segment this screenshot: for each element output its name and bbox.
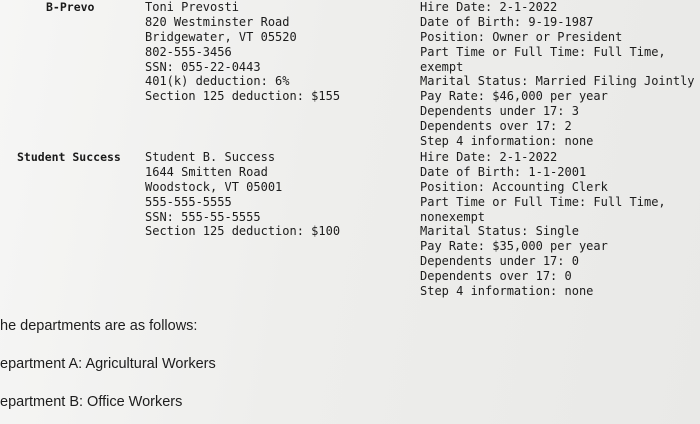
info-line: 555-555-5555 <box>145 194 232 209</box>
info-line: Bridgewater, VT 05520 <box>145 29 297 44</box>
detail-line: Dependents over 17: 2 <box>420 119 572 134</box>
employee-details-prevo <box>420 0 695 149</box>
info-line: Woodstock, VT 05001 <box>145 179 283 194</box>
detail-line: Dependents under 17: 0 <box>420 254 579 269</box>
detail-line: Position: Accounting Clerk <box>420 179 608 194</box>
info-line: Student B. Success <box>145 150 276 164</box>
detail-line: Position: Owner or President <box>420 29 623 44</box>
department-a: epartment A: Agricultural Workers <box>0 356 216 372</box>
detail-line: Hire Date: 2-1-2022 <box>420 150 558 164</box>
detail-line: Pay Rate: $35,000 per year <box>420 239 608 254</box>
info-line: 820 Westminster Road <box>145 14 290 29</box>
detail-line: Date of Birth: 9-19-1987 <box>420 14 594 29</box>
detail-line: Pay Rate: $46,000 per year <box>420 89 608 104</box>
info-line: Section 125 deduction: $155 <box>145 89 341 104</box>
detail-line: nonexempt <box>420 209 486 224</box>
employee-info-prevo <box>145 0 340 104</box>
detail-line: exempt <box>420 59 464 74</box>
detail-line: Dependents under 17: 3 <box>420 104 579 119</box>
detail-line: Hire Date: 2-1-2022 <box>420 0 558 14</box>
detail-line: Marital Status: Married Filing Jointly <box>420 74 695 89</box>
info-line: SSN: 055-22-0443 <box>145 59 261 74</box>
detail-line: Date of Birth: 1-1-2001 <box>420 164 587 179</box>
info-line: 1644 Smitten Road <box>145 164 268 179</box>
employee-details-success <box>420 150 666 299</box>
departments-intro: he departments are as follows: <box>0 318 198 334</box>
detail-line: Part Time or Full Time: Full Time, <box>420 194 666 209</box>
info-line: 802-555-3456 <box>145 44 232 59</box>
employee-label-success: Student Success <box>17 150 121 164</box>
employee-info-success <box>145 150 340 239</box>
info-line: 401(k) deduction: 6% <box>145 74 290 89</box>
detail-line: Step 4 information: none <box>420 134 594 149</box>
detail-line: Step 4 information: none <box>420 284 594 299</box>
detail-line: Marital Status: Single <box>420 224 579 239</box>
info-line: Section 125 deduction: $100 <box>145 224 341 239</box>
info-line: SSN: 555-55-5555 <box>145 209 261 224</box>
detail-line: Dependents over 17: 0 <box>420 269 572 284</box>
detail-line: Part Time or Full Time: Full Time, <box>420 44 666 59</box>
info-line: Toni Prevosti <box>145 0 239 14</box>
employee-label-prevo: B-Prevo <box>46 0 95 14</box>
department-b: epartment B: Office Workers <box>0 394 183 410</box>
